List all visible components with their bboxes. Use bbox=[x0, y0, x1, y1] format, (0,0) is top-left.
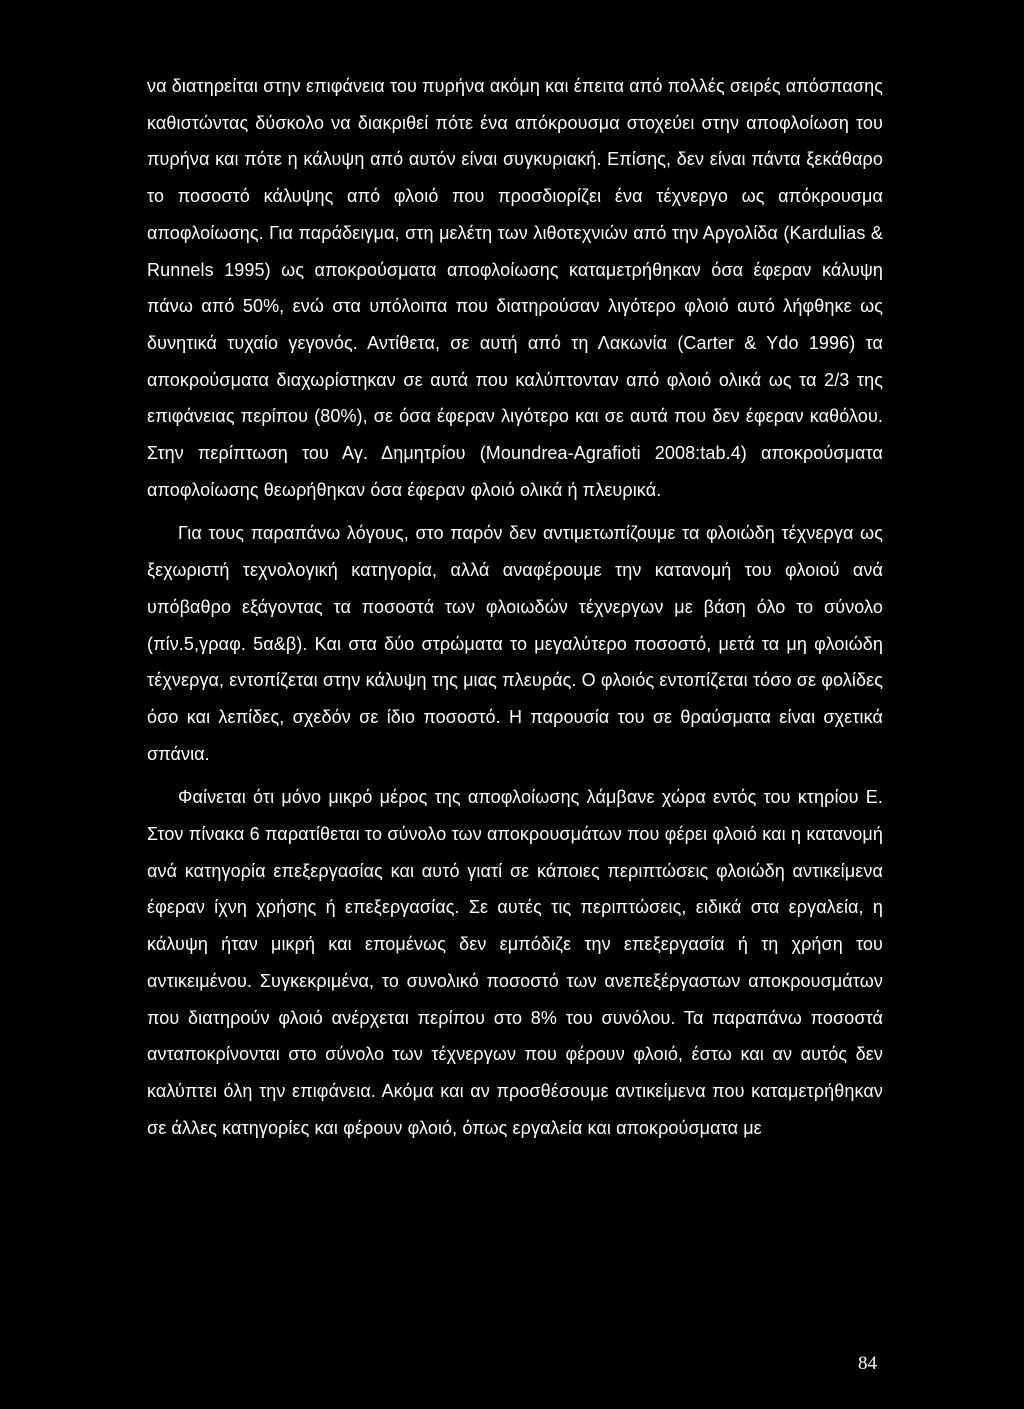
page-number: 84 bbox=[858, 1353, 877, 1374]
paragraph-continuation: να διατηρείται στην επιφάνεια του πυρήνα ακόμη και έπειτα από πολλές σειρές απόσπασης καθιστώντας δύσκολο να διακριθεί πότε ένα απόκρουσμα στοχεύει στην αποφλοίωση του πυρήνα και πότε η κάλυψη από αυτόν είναι συγκυριακή. Επίσης, δεν είναι πάντα ξεκάθαρο το ποσοστό κάλυψης από φλοιό που προσδιορίζει ένα τέχνεργο ως απόκρουσμα αποφλοίωσης. Για παράδειγμα, στη μελέτη των λιθοτεχνιών από την Αργολίδα (Kardulias & Runnels 1995) ως αποκρούσματα αποφλοίωσης καταμετρήθηκαν όσα έφεραν κάλυψη πάνω από 50%, ενώ στα υπόλοιπα που διατηρούσαν λιγότερο φλοιό αυτό λήφθηκε ως δυνητικά τυχαίο γεγονός. Αντίθετα, σε αυτή από τη Λακωνία (Carter & Ydo 1996) τα αποκρούσματα διαχωρίστηκαν σε αυτά που καλύπτονταν από φλοιό ολικά ως τα 2/3 της επιφάνειας περίπου (80%), σε όσα έφεραν λιγότερο και σε αυτά που δεν έφεραν καθόλου. Στην περίπτωση του Αγ. Δημητρίου (Moundrea-Agrafioti 2008:tab.4) αποκρούσματα αποφλοίωσης θεωρήθηκαν όσα έφεραν φλοιό ολικά ή πλευρικά. bbox=[147, 76, 883, 500]
paragraph-cortex-distribution: Για τους παραπάνω λόγους, στο παρόν δεν αντιμετωπίζουμε τα φλοιώδη τέχνεργα ως ξεχωριστή τεχνολογική κατηγορία, αλλά αναφέρουμε την κατανομή του φλοιού ανά υπόβαθρο εξάγοντας τα ποσοστά των φλοιωδών τέχνεργων με βάση όλο το σύνολο (πίν.5,γραφ. 5α&β). Και στα δύο στρώματα το μεγαλύτερο ποσοστό, μετά τα μη φλοιώδη τέχνεργα, εντοπίζεται στην κάλυψη της μιας πλευράς. Ο φλοιός εντοπίζεται τόσο σε φολίδες όσο και λεπίδες, σχεδόν σε ίδιο ποσοστό. Η παρουσία του σε θραύσματα είναι σχετικά σπάνια. bbox=[147, 523, 883, 764]
document-page bbox=[147, 68, 883, 1146]
paragraph-decortication: Φαίνεται ότι μόνο μικρό μέρος της αποφλοίωσης λάμβανε χώρα εντός του κτηρίου Ε. Στον πίνακα 6 παρατίθεται το σύνολο των αποκρουσμάτων που φέρει φλοιό και η κατανομή ανά κατηγορία επεξεργασίας και αυτό γιατί σε κάποιες περιπτώσεις φλοιώδη αντικείμενα έφεραν ίχνη χρήσης ή επεξεργασίας. Σε αυτές τις περιπτώσεις, ειδικά στα εργαλεία, η κάλυψη ήταν μικρή και επομένως δεν εμπόδιζε την επεξεργασία ή τη χρήση του αντικειμένου. Συγκεκριμένα, το συνολικό ποσοστό των ανεπεξέργαστων αποκρουσμάτων που διατηρούν φλοιό ανέρχεται περίπου στο 8% του συνόλου. Τα παραπάνω ποσοστά ανταποκρίνονται στο σύνολο των τέχνεργων που φέρουν φλοιό, έστω και αν αυτός δεν καλύπτει όλη την επιφάνεια. Ακόμα και αν προσθέσουμε αντικείμενα που καταμετρήθηκαν σε άλλες κατηγορίες και φέρουν φλοιό, όπως εργαλεία και αποκρούσματα με bbox=[147, 787, 883, 1138]
